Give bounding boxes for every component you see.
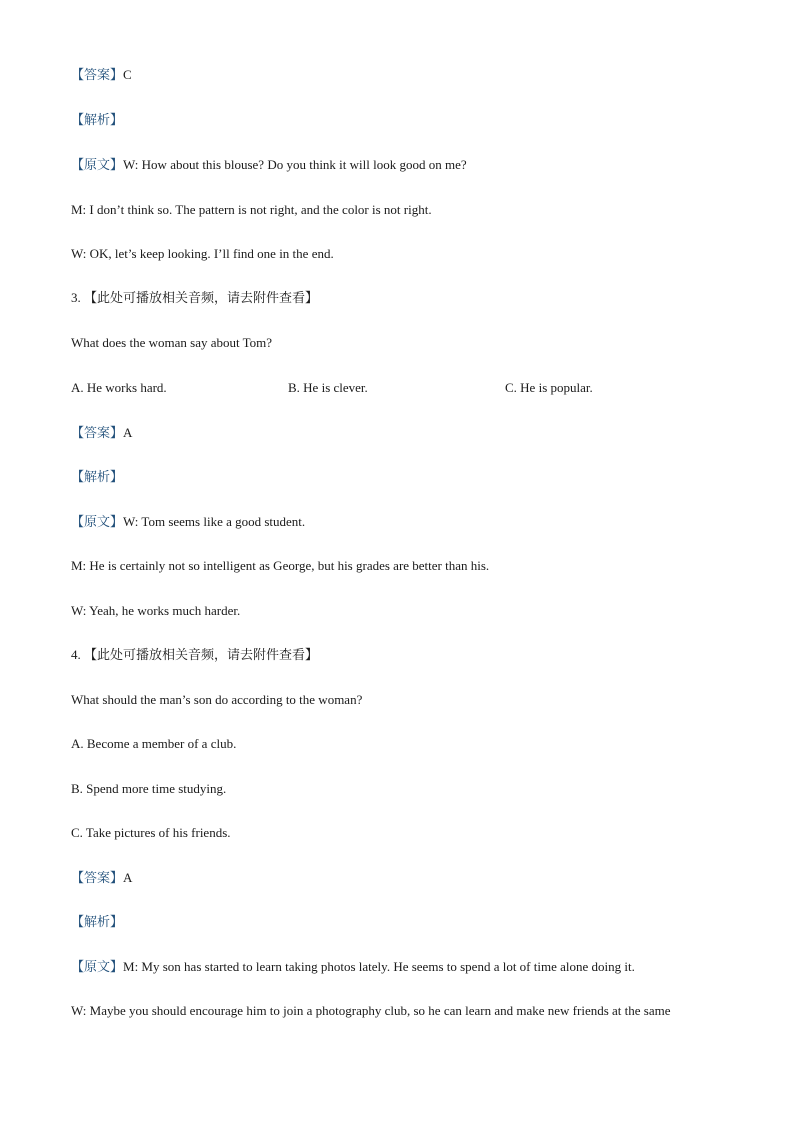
- original-tag: 【原文】: [71, 959, 124, 974]
- q4-option-b: B. Spend more time studying.: [71, 781, 227, 796]
- original-text: W: How about this blouse? Do you think it will look good on me?: [123, 157, 467, 172]
- audio-note: 【此处可播放相关音频，请去附件查看】: [84, 290, 319, 305]
- q4-line2: W: Maybe you should encourage him to join a photography club, so he can learn and make new friends at the same: [71, 1003, 671, 1018]
- analysis-tag: 【解析】: [71, 112, 124, 127]
- analysis-tag: 【解析】: [71, 469, 124, 484]
- original-tag: 【原文】: [71, 157, 124, 172]
- q3-question: What does the woman say about Tom?: [71, 335, 273, 350]
- q3-option-c: C. He is popular.: [505, 380, 593, 395]
- analysis-tag: 【解析】: [71, 914, 124, 929]
- answer-tag: 【答案】: [71, 67, 124, 82]
- q3-analysis: [71, 468, 123, 486]
- q4-answer: [71, 869, 132, 887]
- answer-value: A: [123, 870, 133, 885]
- q4-option-c: C. Take pictures of his friends.: [71, 825, 231, 840]
- question-number: 4.: [71, 647, 81, 662]
- q4-analysis: [71, 913, 123, 931]
- q2-analysis: [71, 111, 123, 129]
- original-tag: 【原文】: [71, 514, 124, 529]
- q2-line2: M: I don’t think so. The pattern is not right, and the color is not right.: [71, 202, 432, 217]
- audio-note: 【此处可播放相关音频，请去附件查看】: [84, 647, 319, 662]
- q3-line3: W: Yeah, he works much harder.: [71, 603, 241, 618]
- q3-line2: M: He is certainly not so intelligent as George, but his grades are better than his.: [71, 558, 490, 573]
- answer-tag: 【答案】: [71, 870, 124, 885]
- q4-header: [71, 646, 318, 664]
- answer-value: A: [123, 425, 133, 440]
- original-text: W: Tom seems like a good student.: [123, 514, 306, 529]
- q4-question: What should the man’s son do according to the woman?: [71, 692, 363, 707]
- q3-option-a: A. He works hard.: [71, 380, 167, 395]
- q2-original-line1: [71, 156, 467, 174]
- original-text: M: My son has started to learn taking photos lately. He seems to spend a lot of time alone doing it.: [123, 959, 635, 974]
- q4-original-line1: [71, 958, 635, 976]
- question-number: 3.: [71, 290, 81, 305]
- q3-header: [71, 289, 318, 307]
- answer-tag: 【答案】: [71, 425, 124, 440]
- q2-answer: [71, 66, 132, 84]
- q3-option-b: B. He is clever.: [288, 380, 368, 395]
- q2-line3: W: OK, let’s keep looking. I’ll find one in the end.: [71, 246, 334, 261]
- q4-option-a: A. Become a member of a club.: [71, 736, 237, 751]
- q3-original-line1: [71, 513, 305, 531]
- q3-answer: [71, 424, 132, 442]
- answer-value: C: [123, 67, 132, 82]
